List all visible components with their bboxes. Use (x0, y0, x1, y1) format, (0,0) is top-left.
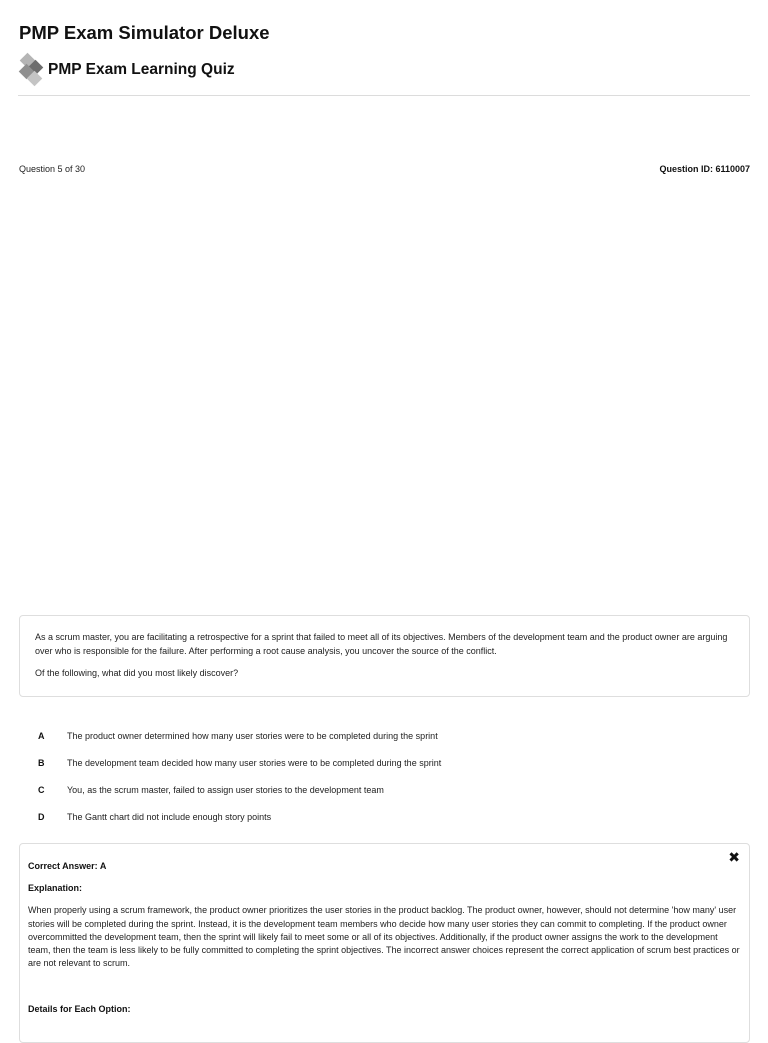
question-stem: As a scrum master, you are facilitating a retrospective for a sprint that failed to meet all of its objectives. Members of the development team and the product owner are arguing over who is responsible for the failure. After performing a root cause analysis, you uncover the source of the conflict. (35, 632, 728, 656)
option-a[interactable] (38, 722, 738, 749)
question-id: Question ID: 6110007 (659, 164, 750, 174)
explanation-body: When properly using a scrum framework, the product owner prioritizes the user stories in the product backlog. The product owner, however, should not determine 'how many' user stories will be completed during the sprint. Instead, it is the development team members who decide how many user stories they can commit to completing. If the product owner overcommitted the development team, then the sprint will likely fail to meet some or all of its objectives. Additionally, if the product owner assigns the work to the development team, then the team is less likely to be fully committed to completing the sprint objectives. The incorrect answer choices represent the correct application of scrum best practices or are not relevant to scrum. (28, 905, 740, 969)
option-text: The product owner determined how many user stories were to be completed during the sprint (67, 730, 438, 741)
option-text: You, as the scrum master, failed to assign user stories to the development team (67, 784, 384, 795)
question-box (19, 615, 750, 697)
option-c[interactable] (38, 776, 738, 803)
header-divider (18, 95, 750, 96)
close-icon[interactable]: ✖ (728, 849, 740, 865)
option-letter: C (38, 784, 45, 795)
answer-options (38, 722, 738, 830)
correct-answer-label: Correct Answer: A (28, 861, 107, 871)
explanation-heading: Explanation: (28, 883, 83, 894)
option-d[interactable] (38, 803, 738, 830)
quiz-header (18, 53, 235, 87)
answer-explanation-panel (19, 843, 750, 1043)
option-b[interactable] (38, 749, 738, 776)
option-text: The Gantt chart did not include enough story points (67, 811, 272, 822)
option-letter: B (38, 757, 45, 768)
question-prompt: Of the following, what did you most likely discover? (35, 668, 239, 678)
app-title: PMP Exam Simulator Deluxe (19, 22, 270, 43)
diamond-cluster-logo-icon (18, 53, 44, 87)
option-letter: A (38, 730, 45, 741)
question-counter: Question 5 of 30 (19, 164, 86, 174)
quiz-title: PMP Exam Learning Quiz (48, 61, 235, 78)
option-letter: D (38, 811, 45, 822)
details-heading: Details for Each Option: (28, 1004, 131, 1015)
option-text: The development team decided how many user stories were to be completed during the sprint (67, 757, 442, 768)
